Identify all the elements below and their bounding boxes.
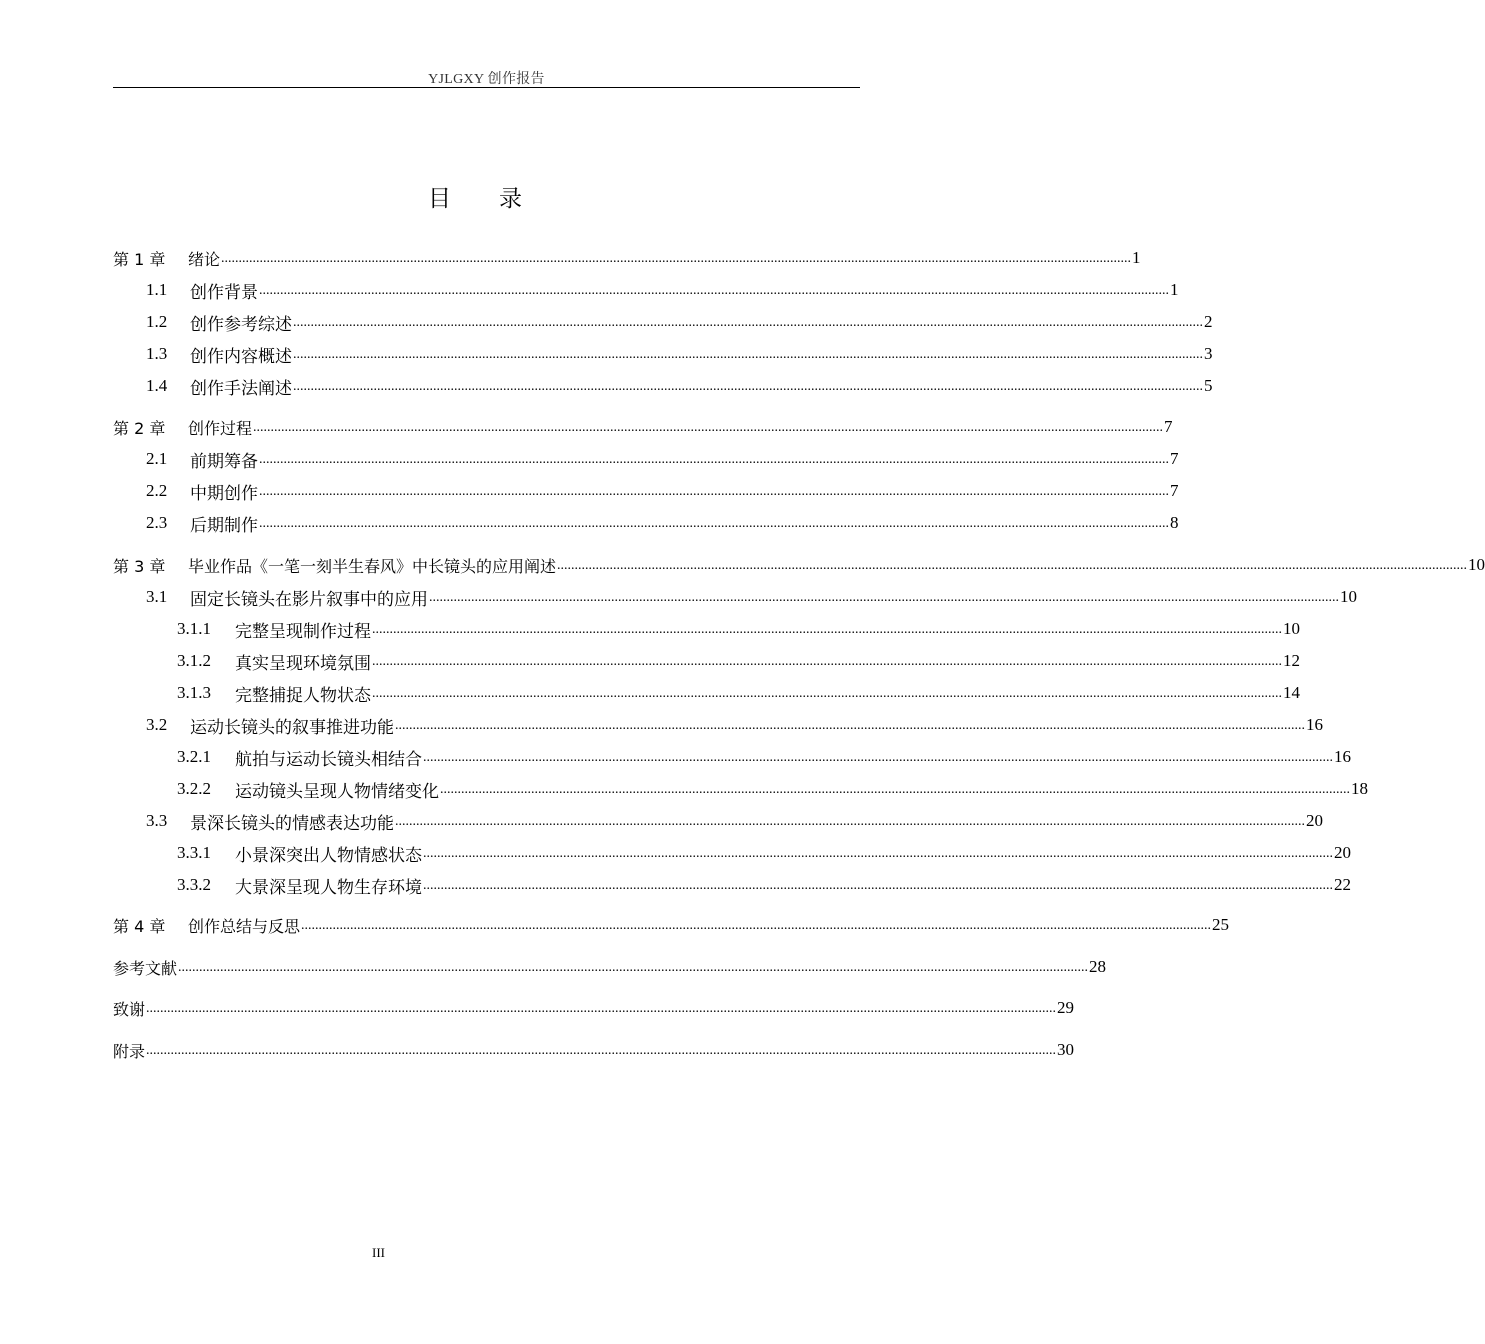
toc-entry-title: 创作总结与反思: [188, 916, 301, 936]
toc-entry-page: 7: [1170, 481, 1179, 500]
toc-entry-title: 完整捕捉人物状态: [235, 685, 371, 705]
toc-dot-leader: ....................................................................................................................................................................................................................................................................: [259, 452, 1169, 467]
toc-entry-page: 5: [1204, 376, 1213, 395]
toc-dot-leader: ....................................................................................................................................................................................................................................................................: [259, 484, 1169, 499]
toc-entry-title: 致谢: [113, 999, 146, 1019]
toc-entry[interactable]: [113, 841, 1351, 865]
toc-entry-page: 1: [1132, 248, 1141, 267]
toc-entry[interactable]: [113, 913, 1230, 937]
toc-entry[interactable]: [113, 809, 1323, 833]
toc-entry-number: 3.1.2: [177, 651, 211, 670]
toc-dot-leader: ....................................................................................................................................................................................................................................................................: [221, 251, 1132, 266]
toc-entry-number: 3.3.1: [177, 843, 211, 862]
toc-entry-title: 大景深呈现人物生存环境: [235, 877, 422, 897]
toc-entry[interactable]: [113, 873, 1351, 897]
toc-entry-page: 12: [1283, 651, 1300, 670]
toc-entry[interactable]: [113, 745, 1351, 769]
toc-entry[interactable]: [113, 585, 1357, 609]
toc-entry-number: 3.3.2: [177, 875, 211, 894]
toc-entry-page: 18: [1351, 779, 1368, 798]
toc-entry-number: 3.2.2: [177, 779, 211, 798]
toc-entry-page: 10: [1283, 619, 1300, 638]
toc-entry-number: 3.1.3: [177, 683, 211, 702]
toc-entry[interactable]: [113, 310, 1213, 334]
toc-entry-title: 运动长镜头的叙事推进功能: [190, 717, 394, 737]
toc-entry-title: 航拍与运动长镜头相结合: [235, 749, 422, 769]
toc-dot-leader: ....................................................................................................................................................................................................................................................................: [423, 750, 1333, 765]
toc-entry-number: 2.1: [146, 449, 168, 468]
toc-entry[interactable]: [113, 374, 1213, 398]
toc-entry[interactable]: [113, 955, 1107, 979]
toc-dot-leader: ....................................................................................................................................................................................................................................................................: [395, 718, 1305, 733]
toc-entry-number: 1.1: [146, 280, 168, 299]
toc-entry[interactable]: [113, 777, 1368, 801]
toc-entry-title: 毕业作品《一笔一刻半生春风》中长镜头的应用阐述: [188, 556, 557, 576]
toc-entry-number: 第 4 章: [113, 916, 166, 936]
toc-title-char-1: 目: [428, 186, 451, 212]
toc-entry-page: 20: [1306, 811, 1323, 830]
toc-entry-number: 第 3 章: [113, 556, 166, 576]
toc-entry-page: 30: [1057, 1040, 1075, 1059]
toc-dot-leader: ....................................................................................................................................................................................................................................................................: [557, 558, 1468, 573]
toc-title-char-2: 录: [499, 186, 522, 212]
toc-entry[interactable]: [113, 617, 1300, 641]
toc-entry-page: 1: [1170, 280, 1179, 299]
toc-entry-title: 真实呈现环境氛围: [235, 653, 371, 673]
page-number: III: [372, 1245, 385, 1260]
toc-entry-title: 景深长镜头的情感表达功能: [190, 813, 394, 833]
toc-dot-leader: ....................................................................................................................................................................................................................................................................: [440, 782, 1350, 797]
toc-entry[interactable]: [113, 553, 1485, 577]
toc-entry-number: 3.3: [146, 811, 168, 830]
toc-entry-title: 前期筹备: [190, 451, 258, 471]
toc-entry[interactable]: [113, 278, 1179, 302]
toc-entry[interactable]: [113, 649, 1300, 673]
toc-entry[interactable]: [113, 1038, 1075, 1062]
toc-dot-leader: ....................................................................................................................................................................................................................................................................: [146, 1043, 1057, 1058]
toc-entry-page: 7: [1170, 449, 1179, 468]
toc-dot-leader: ....................................................................................................................................................................................................................................................................: [395, 814, 1305, 829]
toc-dot-leader: ....................................................................................................................................................................................................................................................................: [253, 420, 1164, 435]
toc-entry[interactable]: [113, 447, 1179, 471]
toc-entry-title: 固定长镜头在影片叙事中的应用: [190, 589, 428, 609]
toc-entry-page: 16: [1334, 747, 1351, 766]
toc-dot-leader: ....................................................................................................................................................................................................................................................................: [178, 960, 1089, 975]
toc-entry-number: 2.2: [146, 481, 168, 500]
toc-entry-title: 参考文献: [113, 958, 178, 978]
toc-entry-page: 29: [1057, 998, 1075, 1017]
toc-entry[interactable]: [113, 246, 1141, 270]
toc-entry-title: 后期制作: [190, 515, 258, 535]
toc-entry-page: 3: [1204, 344, 1213, 363]
toc-entry-title: 创作参考综述: [190, 314, 292, 334]
toc-entry[interactable]: [113, 342, 1213, 366]
toc-entry-page: 10: [1340, 587, 1357, 606]
toc-dot-leader: ....................................................................................................................................................................................................................................................................: [372, 622, 1282, 637]
toc-entry-number: 3.1.1: [177, 619, 211, 638]
toc-entry-page: 22: [1334, 875, 1351, 894]
toc-entry-title: 创作背景: [190, 282, 258, 302]
toc-entry-number: 1.4: [146, 376, 168, 395]
toc-dot-leader: ....................................................................................................................................................................................................................................................................: [423, 878, 1333, 893]
toc-entry-number: 第 1 章: [113, 249, 166, 269]
toc-entry-title: 创作过程: [188, 418, 253, 438]
toc-dot-leader: ....................................................................................................................................................................................................................................................................: [146, 1001, 1057, 1016]
toc-dot-leader: ....................................................................................................................................................................................................................................................................: [372, 686, 1282, 701]
toc-entry-number: 3.1: [146, 587, 168, 606]
toc-entry[interactable]: [113, 996, 1075, 1020]
page-header: YJLGXY 创作报告: [428, 72, 545, 87]
toc-entry[interactable]: [113, 479, 1179, 503]
toc-entry-number: 3.2: [146, 715, 168, 734]
toc-entry-page: 16: [1306, 715, 1323, 734]
toc-entry-page: 10: [1468, 555, 1485, 574]
toc-entry-page: 2: [1204, 312, 1213, 331]
toc-entry-title: 运动镜头呈现人物情绪变化: [235, 781, 439, 801]
toc-entry-title: 附录: [113, 1041, 146, 1061]
toc-entry[interactable]: [113, 415, 1173, 439]
toc-entry[interactable]: [113, 713, 1323, 737]
toc-entry-number: 第 2 章: [113, 418, 166, 438]
toc-entry-page: 25: [1212, 915, 1230, 934]
toc-dot-leader: ....................................................................................................................................................................................................................................................................: [293, 315, 1203, 330]
toc-entry-page: 8: [1170, 513, 1179, 532]
toc-entry-number: 2.3: [146, 513, 168, 532]
toc-dot-leader: ....................................................................................................................................................................................................................................................................: [423, 846, 1333, 861]
toc-entry-title: 创作内容概述: [190, 346, 292, 366]
toc-dot-leader: ....................................................................................................................................................................................................................................................................: [259, 516, 1169, 531]
toc-dot-leader: ....................................................................................................................................................................................................................................................................: [372, 654, 1282, 669]
toc-entry-page: 7: [1164, 417, 1173, 436]
toc-entry-title: 绪论: [188, 249, 221, 269]
toc-dot-leader: ....................................................................................................................................................................................................................................................................: [293, 347, 1203, 362]
toc-entry[interactable]: [113, 511, 1179, 535]
toc-dot-leader: ....................................................................................................................................................................................................................................................................: [429, 590, 1339, 605]
toc-entry[interactable]: [113, 681, 1300, 705]
toc-title: [0, 180, 950, 213]
toc-entry-title: 完整呈现制作过程: [235, 621, 371, 641]
toc-entry-title: 小景深突出人物情感状态: [235, 845, 422, 865]
toc-dot-leader: ....................................................................................................................................................................................................................................................................: [293, 379, 1203, 394]
toc-dot-leader: ....................................................................................................................................................................................................................................................................: [301, 918, 1212, 933]
toc-entry-page: 14: [1283, 683, 1300, 702]
toc-entry-page: 28: [1089, 957, 1107, 976]
toc-entry-number: 1.2: [146, 312, 168, 331]
toc-entry-page: 20: [1334, 843, 1351, 862]
toc-entry-title: 中期创作: [190, 483, 258, 503]
toc-entry-title: 创作手法阐述: [190, 378, 292, 398]
toc-entry-number: 1.3: [146, 344, 168, 363]
header-rule: [113, 87, 860, 88]
toc-entry-number: 3.2.1: [177, 747, 211, 766]
toc-dot-leader: ....................................................................................................................................................................................................................................................................: [259, 283, 1169, 298]
